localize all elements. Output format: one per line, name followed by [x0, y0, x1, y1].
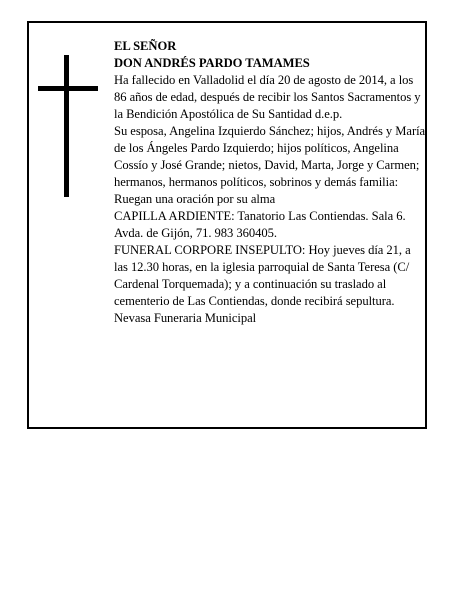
obituary-text	[114, 38, 426, 327]
deceased-name: DON ANDRÉS PARDO TAMAMES	[114, 56, 310, 70]
prayer-request: Ruegan una oración por su alma	[114, 192, 276, 206]
funeral-info: FUNERAL CORPORE INSEPULTO: Hoy jueves día 21, a las 12.30 horas, en la iglesia parroquial de Santa Teresa (C/ Cardenal Torquemada); y a continuación su traslado al cementerio de Las Contiendas, donde recibirá sepultura.	[114, 243, 411, 308]
notice-heading-title: EL SEÑOR	[114, 39, 177, 53]
cross-icon	[38, 55, 98, 197]
death-announcement: Ha fallecido en Valladolid el día 20 de agosto de 2014, a los 86 años de edad, después de recibir los Santos Sacramentos y la Bendición Apostólica de Su Santidad d.e.p.	[114, 73, 421, 121]
family-list: Su esposa, Angelina Izquierdo Sánchez; hijos, Andrés y María de los Ángeles Pardo Izquierdo; hijos políticos, Angelina Cossío y José Grande; nietos, David, Marta, Jorge y Carmen; hermanos, hermanos políticos, sobrinos y demás familia:	[114, 124, 426, 189]
cross-horizontal-bar	[38, 86, 98, 91]
funeral-home: Nevasa Funeraria Municipal	[114, 311, 257, 325]
cross-vertical-bar	[64, 55, 69, 197]
chapel-info: CAPILLA ARDIENTE: Tanatorio Las Contiendas. Sala 6. Avda. de Gijón, 71. 983 360405.	[114, 209, 406, 240]
